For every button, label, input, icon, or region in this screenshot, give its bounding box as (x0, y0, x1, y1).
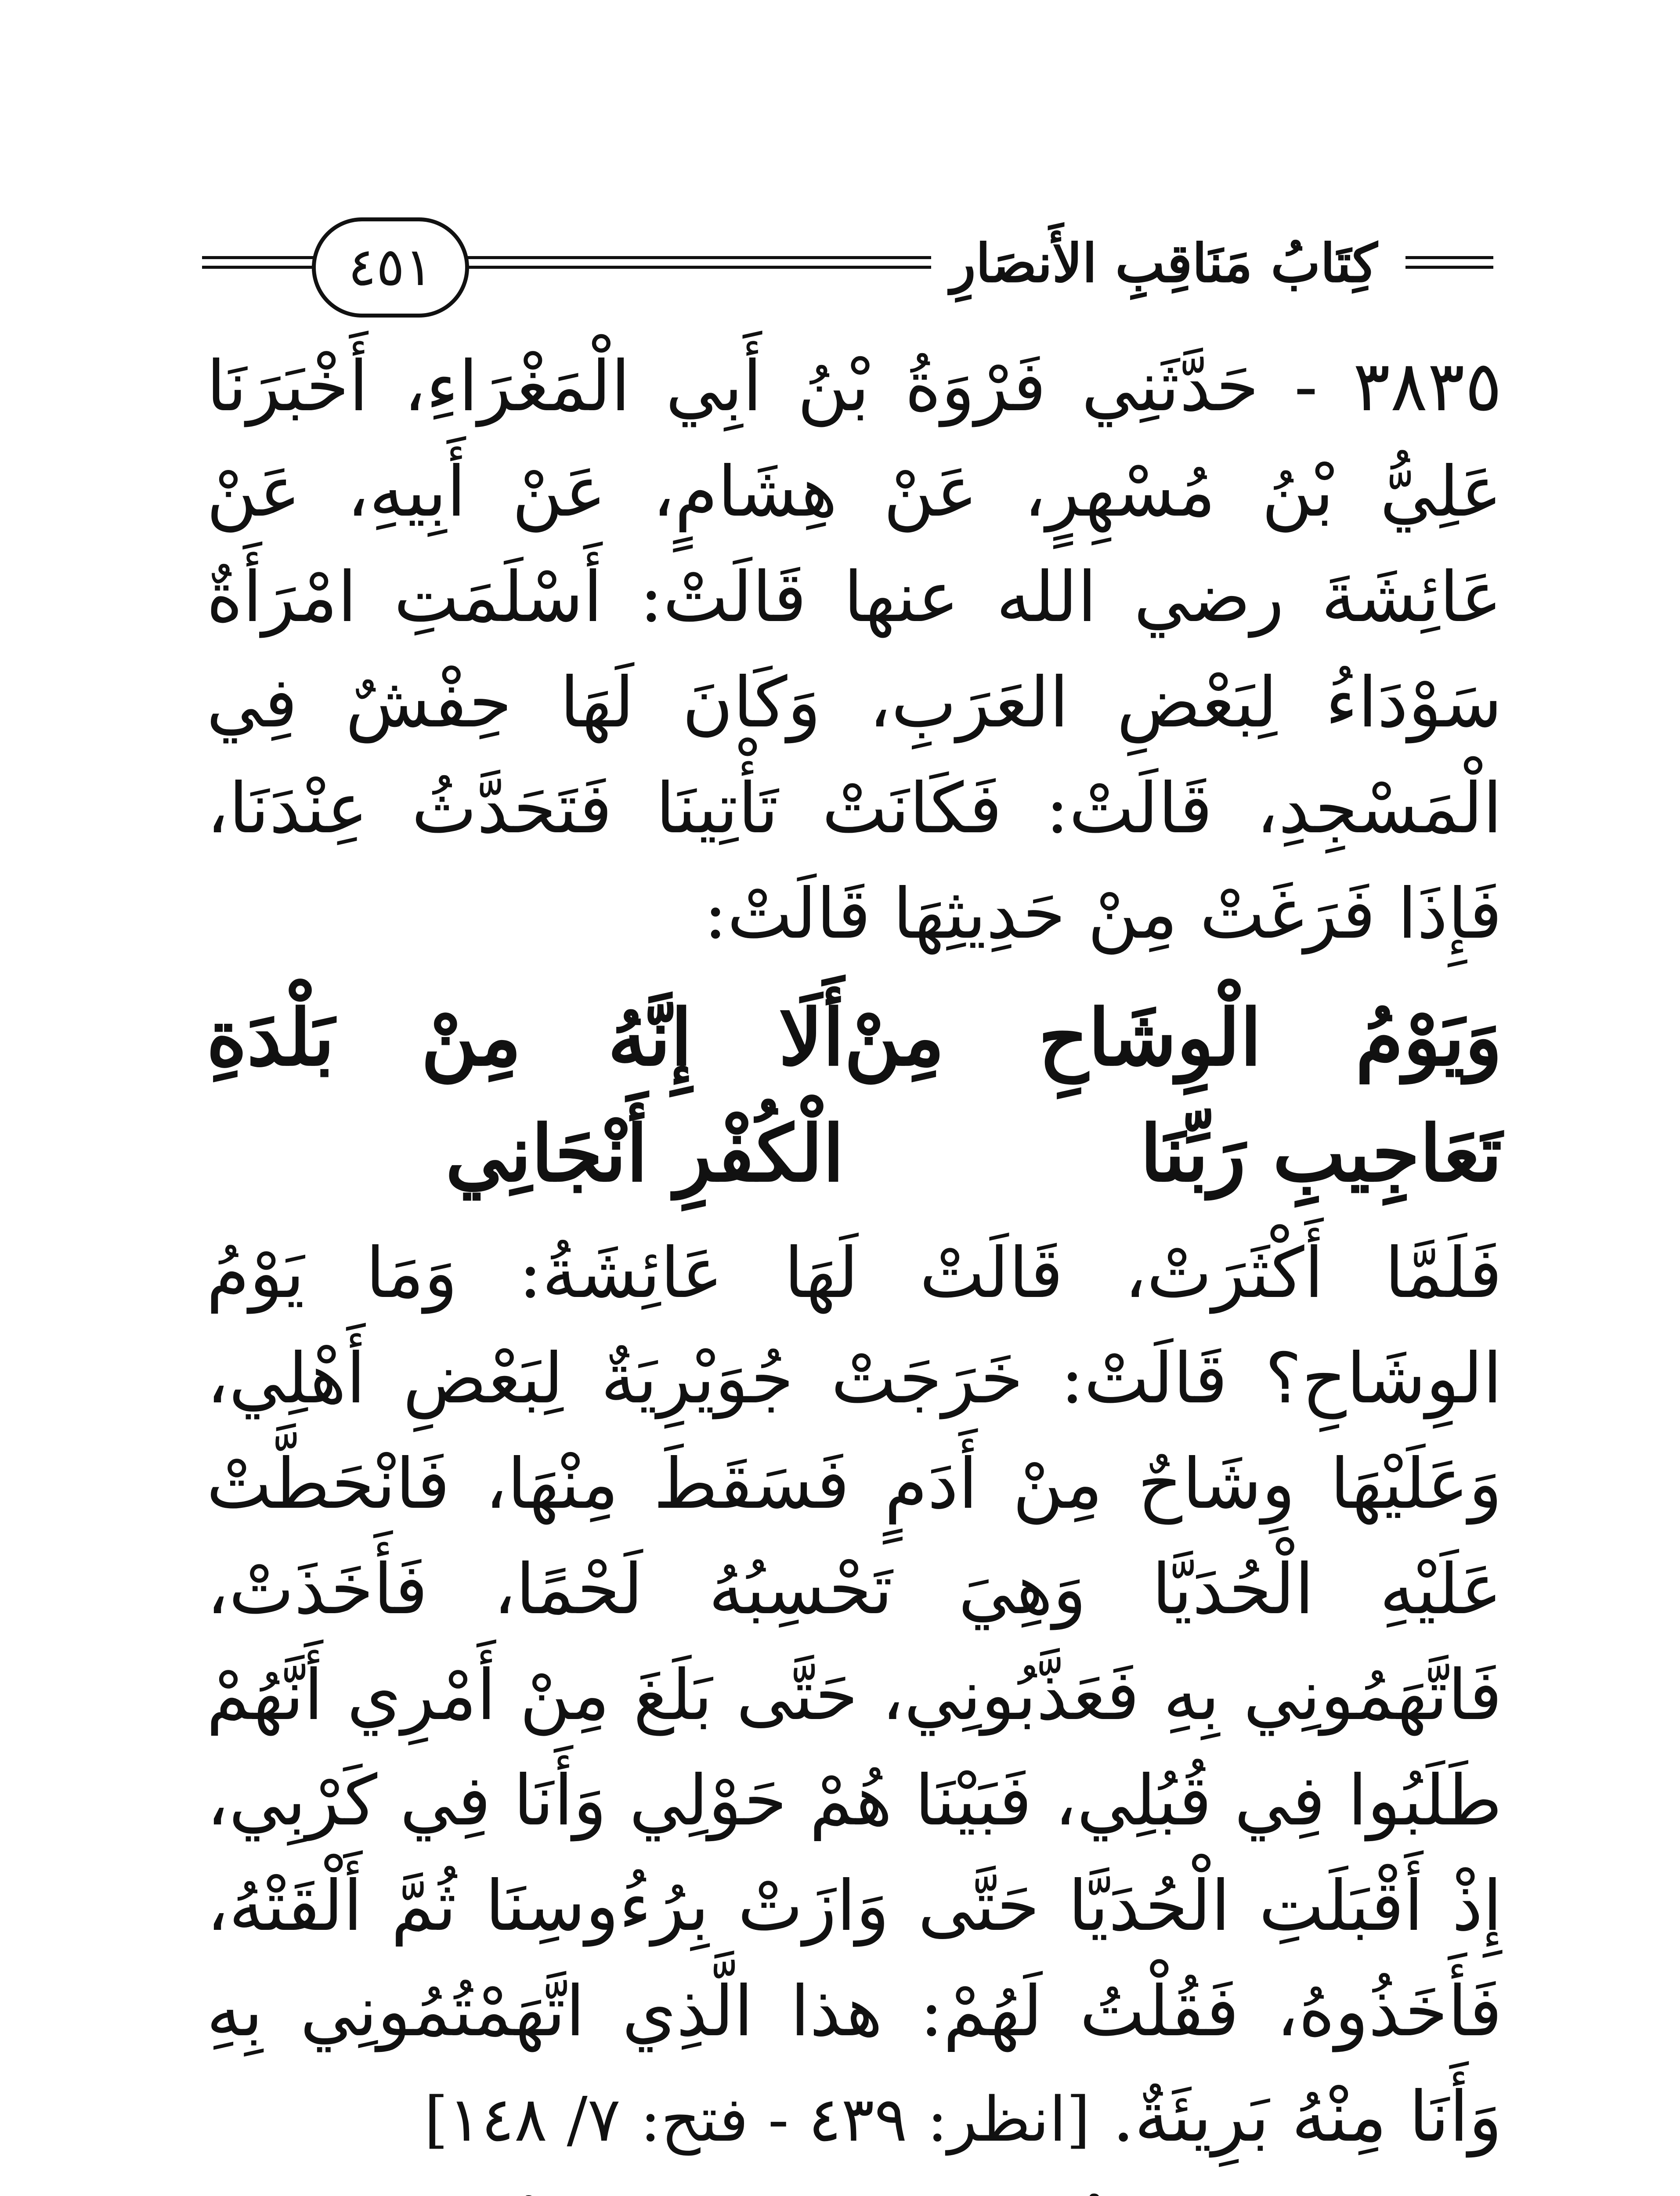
poem-hemistich-second: أَلَا إِنَّهُ مِنْ بَلْدَةِ الْكُفْرِ أَنْجَانِي (206, 992, 845, 1199)
hadith-3835-continued (206, 1221, 1502, 2170)
page-body (206, 334, 1502, 2196)
header-rule (1405, 256, 1493, 259)
hadith-3836 (206, 2183, 1502, 2196)
hadith-3835 (206, 334, 1502, 967)
poem-hemistich-first: وَيَوْمُ الْوِشَاحِ مِنْ تَعَاجِيبِ رَبِّنَا (844, 992, 1502, 1199)
page-number: ٤٥١ (312, 217, 469, 318)
poem-verse (206, 980, 1502, 1212)
hadith-reference: [انظر: ٤٣٩ - فتح: ٧/ ١٤٨] (424, 2084, 1091, 2156)
book-title: كِتَابُ مَنَاقِبِ الأَنصَارِ (931, 222, 1397, 305)
page-header (202, 200, 1493, 327)
header-rule (1405, 266, 1493, 269)
hadith-text: فَلَمَّا أَكْثَرَتْ، قَالَتْ لَهَا عَائِشَةُ: وَمَا يَوْمُ الوِشَاحِ؟ قَالَتْ: خَرَجَتْ جُوَيْرِيَةٌ لِبَعْضِ أَهْلِي، وَعَلَيْهَا وِشَاحٌ مِنْ أَدَمٍ فَسَقَطَ مِنْهَا، فَانْحَطَّتْ عَلَيْهِ الْحُدَيَّا وَهِيَ تَحْسِبُهُ لَحْمًا، فَأَخَذَتْ، فَاتَّهَمُونِي بِهِ فَعَذَّبُونِي، حَتَّى بَلَغَ مِنْ أَمْرِي أَنَّهُمْ طَلَبُوا فِي قُبُلِي، فَبَيْنَا هُمْ حَوْلِي وَأَنَا فِي كَرْبِي، إِذْ أَقْبَلَتِ الْحُدَيَّا حَتَّى وَازَتْ بِرُءُوسِنَا ثُمَّ أَلْقَتْهُ، فَأَخَذُوهُ، فَقُلْتُ لَهُمْ: هذا الَّذِي اتَّهَمْتُمُونِي بِهِ وَأَنَا مِنْهُ بَرِيئَةٌ. (206, 1232, 1502, 2158)
hadith-text: ٣٨٣٥ - حَدَّثَنِي فَرْوَةُ بْنُ أَبِي الْمَغْرَاءِ، أَخْبَرَنَا عَلِيُّ بْنُ مُسْهِرٍ، عَنْ هِشَامٍ، عَنْ أَبِيهِ، عَنْ عَائِشَةَ رضي الله عنها قَالَتْ: أَسْلَمَتِ امْرَأَةٌ سَوْدَاءُ لِبَعْضِ العَرَبِ، وَكَانَ لَهَا حِفْشٌ فِي الْمَسْجِدِ، قَالَتْ: فَكَانَتْ تَأْتِينَا فَتَحَدَّثُ عِنْدَنَا، فَإِذَا فَرَغَتْ مِنْ حَدِيثِهَا قَالَتْ: (206, 346, 1502, 954)
